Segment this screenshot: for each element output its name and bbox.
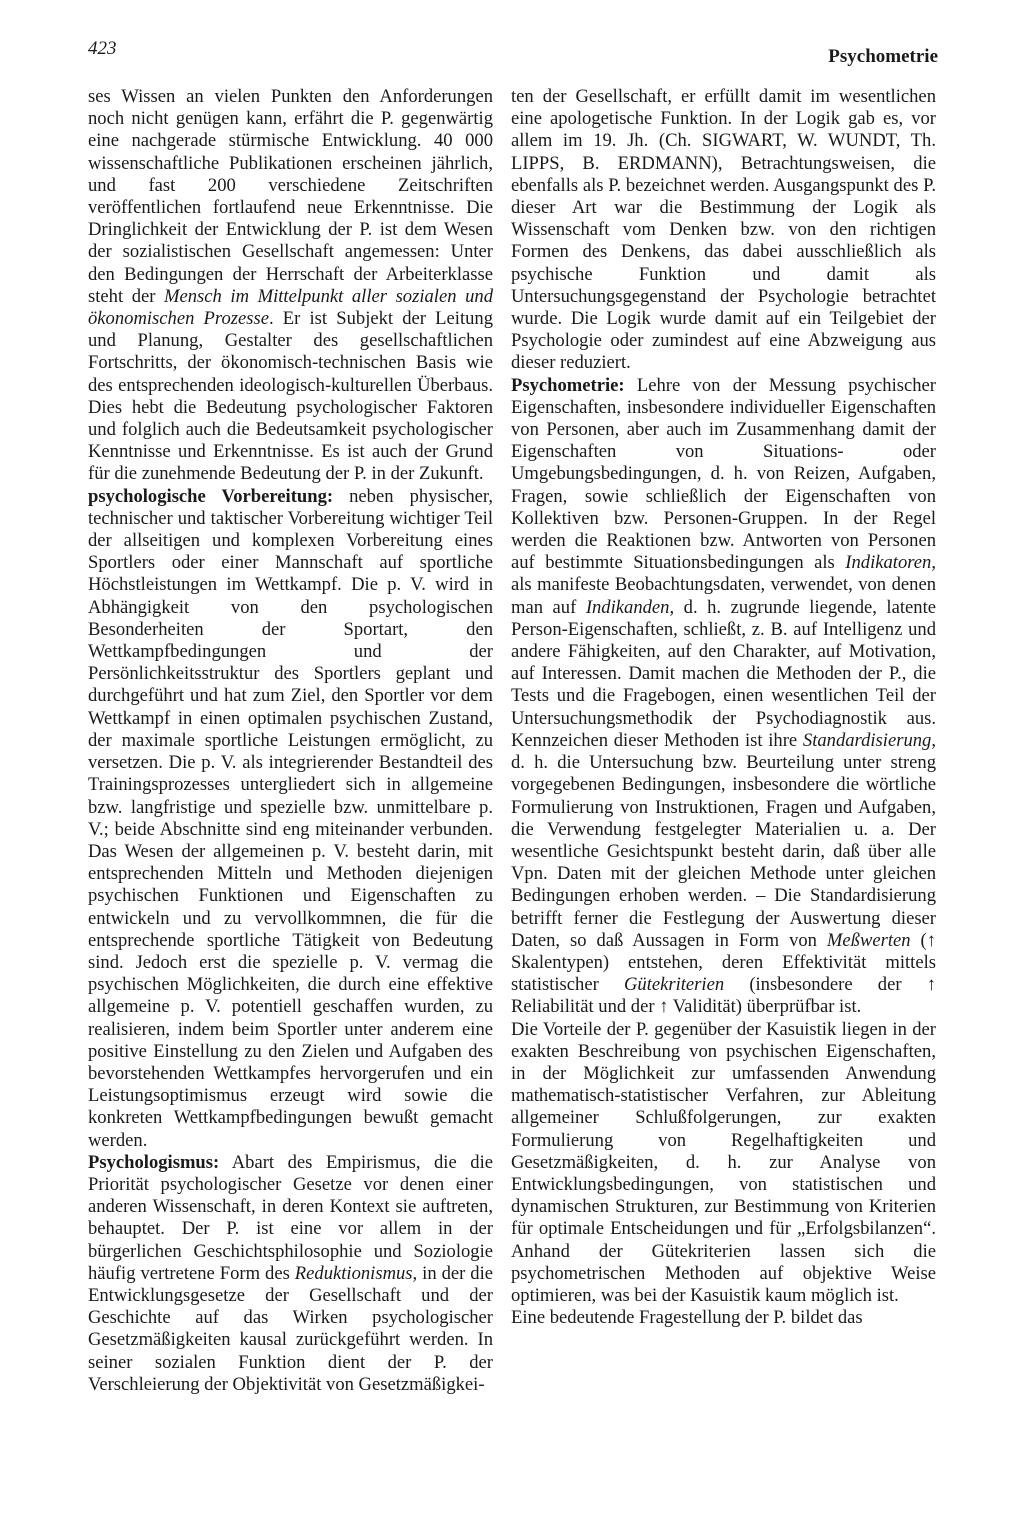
body-text: , als manifeste Beobachtungsdaten, verwendet, von denen man auf [511, 552, 936, 618]
body-text: Die Vorteile der P. gegenüber der Kasuistik liegen in der exakten Beschreibung von psychischen Eigenschaften, in der Möglichkeit zur umfassenden Anwendung mathematisch-statistischer Verfahren, zur Ableitung allgemeiner Schlußfolgerungen, zur exakten Formulierung von Regelhaftigkeiten und Gesetzmäßigkeiten, d. h. zur Analyse von Entwicklungsbedingungen, von statistischen und dynamischen Strukturen, zur Bestimmung von Kriterien für optimale Entscheidungen und für „Erfolgsbilanzen“. Anhand der Gütekriterien lassen sich die psychometrischen Methoden auf objektive Weise optimieren, was bei der Kasuistik kaum möglich ist. [511, 1018, 936, 1306]
emphasized-text: Mensch im Mittelpunkt aller sozialen und ökonomischen Prozesse [88, 285, 493, 330]
emphasized-text: Reduktionismus [294, 1262, 413, 1284]
paragraph [511, 86, 936, 375]
body-text: , in der die Entwicklungsgesetze der Gesellschaft und der Geschichte auf das Wirken psychologischer Gesetzmäßigkeiten kausal zurückgeführt werden. In seiner sozialen Funktion dient der P. der Verschleierung der Objektivität von Gesetzmäßigkei- [88, 1262, 494, 1395]
left-column [88, 86, 493, 1396]
body-text: , d. h. zugrunde liegende, latente Person-Eigenschaften, schließt, z. B. auf Intelligenz und andere Fähigkeiten, auf den Charakter, auf Motivation, auf Interessen. Damit machen die Methoden der P., die Tests und die Fragebogen, einen wesentlichen Teil der Untersuchungsmethodik der Psychodiagnostik aus. Kennzeichen dieser Methoden ist ihre [511, 596, 936, 751]
dictionary-entry [88, 1152, 493, 1396]
body-text: neben physischer, technischer und taktischer Vorbereitung wichtiger Teil der allseitigen und komplexen Vorbereitung eines Sportlers oder einer Mannschaft auf sportliche Höchstleistungen im Wettkampf. Die p. V. wird in Abhängigkeit von den psychologischen Besonderheiten der Sportart, den Wettkampfbedingungen und der Persönlichkeitsstruktur des Sportlers geplant und durchgeführt und hat zum Ziel, den Sportler vor dem Wettkampf in einen optimalen psychischen Zustand, der maximale sportliche Leistungen ermöglicht, zu versetzen. Die p. V. als integrierender Bestandteil des Trainingsprozesses untergliedert sich in allgemeine bzw. langfristige und spezielle bzw. unmittelbare p. V.; beide Abschnitte sind eng miteinander verbunden. Das Wesen der allgemeinen p. V. besteht darin, mit entsprechenden Mitteln und Methoden diejenigen psychischen Funktionen und Eigenschaften zu entwickeln und zu vervollkommnen, die für die entsprechende sportliche Tätigkeit von Bedeutung sind. Jedoch erst die spezielle p. V. vermag die psychischen Möglichkeiten, die durch eine effektive allgemeine p. V. potentiell geschaffen wurden, zu realisieren, indem beim Sportler unter anderem eine positive Einstellung zu den Zielen und Aufgaben des bevorstehenden Wettkampfes hervorgerufen und ein Leistungsoptimismus erzeugt wird sowie die konkreten Wettkampfbedingungen bewußt gemacht werden. [88, 485, 493, 1151]
body-text: ten der Gesellschaft, er erfüllt damit im wesentlichen eine apologetische Funktion. In der Logik gab es, vor allem im 19. Jh. (Ch. SIGWART, W. WUNDT, Th. LIPPS, B. ERDMANN), Betrachtungsweisen, die ebenfalls als P. bezeichnet werden. Ausgangspunkt des P. dieser Art war die Bestimmung der Logik als Wissenschaft vom Denken bzw. von den richtigen Formen des Denkens, das dabei ausschließlich als psychische Funktion und damit als Untersuchungsgegenstand der Psychologie betrachtet wurde. Die Logik wurde damit auf ein Teilgebiet der Psychologie oder zumindest auf eine Abzweigung aus dieser reduziert. [511, 86, 936, 374]
entry-term: psychologische Vorbereitung: [88, 485, 334, 507]
emphasized-text: Gütekriterien [623, 974, 725, 996]
dictionary-entry [88, 486, 493, 1152]
body-text: Eine bedeutende Fragestellung der P. bildet das [511, 1307, 863, 1329]
emphasized-text: Standardisierung [802, 729, 932, 751]
body-text: , d. h. die Untersuchung bzw. Beurteilung unter streng vorgegebenen Bedingungen, insbesondere die wörtliche Formulierung von Instruktionen, Fragen und Aufgaben, die Verwendung festgelegter Materialien u. a. Der wesentliche Gesichtspunkt besteht darin, daß über alle Vpn. Daten mit der gleichen Methode unter gleichen Bedingungen erhoben werden. – Die Standardisierung betrifft ferner die Festlegung der Auswertung dieser Daten, so daß Aussagen in Form von [511, 729, 936, 951]
entry-term: Psychologismus: [88, 1151, 220, 1173]
body-text: ses Wissen an vielen Punkten den Anforderungen noch nicht genügen kann, erfährt die P. gegenwärtig eine nachgerade stürmische Entwicklung. 40 000 wissenschaftliche Publikationen erscheinen jährlich, und fast 200 verschiedene Zeitschriften veröffentlichen fortlaufend neue Erkenntnisse. Die Dringlichkeit der Entwicklung der P. ist dem Wesen der sozialistischen Gesellschaft angemessen: Unter den Bedingungen der Herrschaft der Arbeiterklasse steht der [88, 86, 493, 307]
paragraph [511, 1307, 936, 1329]
body-text: (insbesondere der ↑ Reliabilität und der ↑ Validität) überprüfbar ist. [511, 974, 936, 1018]
body-text: Abart des Empirismus, die die Priorität psychologischer Gesetze vor denen einer anderen Wissenschaft, in deren Kontext sie auftreten, behauptet. Der P. ist eine vor allem in der bürgerlichen Geschichtsphilosophie und Soziologie häufig vertretene Form des [88, 1151, 493, 1284]
dictionary-entry [511, 375, 936, 1019]
emphasized-text: Meßwerten [826, 929, 911, 951]
entry-term: Psychometrie: [511, 374, 625, 396]
paragraph [88, 86, 493, 486]
page-number: 423 [88, 38, 117, 59]
right-column [511, 86, 936, 1329]
body-text: Lehre von der Messung psychischer Eigenschaften, insbesondere individueller Eigenschaften von Personen, aber auch im Zusammenhang damit der Eigenschaften von Situations- oder Umgebungsbedingungen, d. h. von Reizen, Aufgaben, Fragen, sowie schließlich der Eigenschaften von Kollektiven bzw. Personen-Gruppen. In der Regel werden die Reaktionen bzw. Antworten von Personen auf bestimmte Situationsbedingungen als [511, 374, 936, 574]
body-text: (↑ Skalentypen) entstehen, deren Effektivität mittels statistischer [511, 929, 936, 996]
paragraph [511, 1019, 936, 1308]
emphasized-text: Indikatoren [845, 552, 932, 574]
body-text: . Er ist Subjekt der Leitung und Planung, Gestalter des gesellschaftlichen Fortschritts, der ökonomisch-technischen Basis wie des entsprechenden ideologisch-kulturellen Überbaus. Dies hebt die Bedeutung psychologischer Faktoren und folglich auch die Bedeutsamkeit psychologischer Kenntnisse und Erkenntnisse. Es ist auch der Grund für die zunehmende Bedeutung der P. in der Zukunft. [88, 308, 493, 485]
running-head: Psychometrie [828, 46, 938, 67]
emphasized-text: Indikanden [585, 596, 670, 618]
